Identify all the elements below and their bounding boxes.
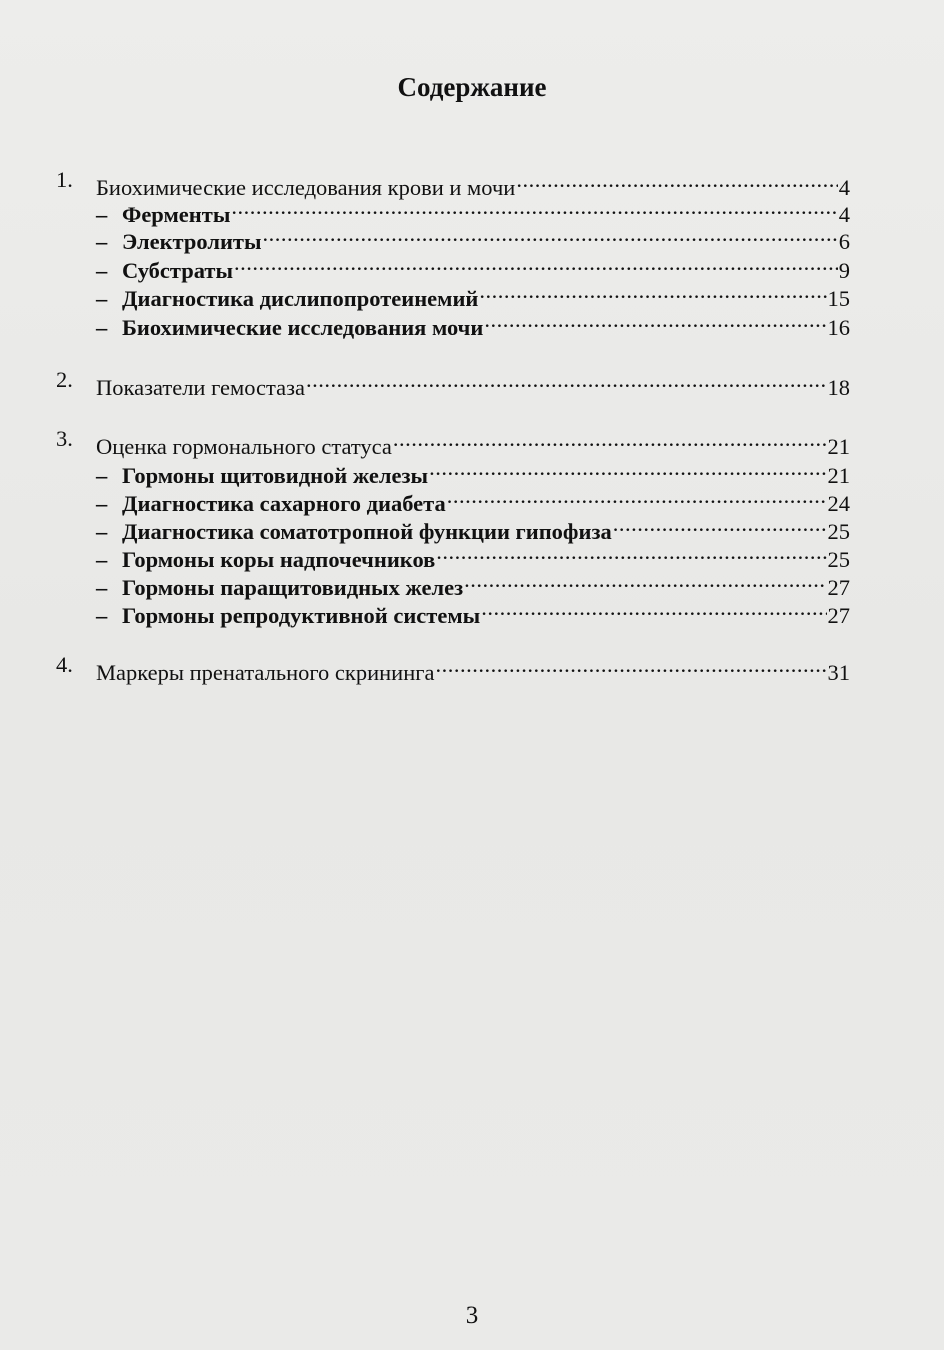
toc-item-sakharnyi-diabet[interactable] [0,481,944,516]
toc-page-number: 27 [827,603,850,628]
toc-leader-dots [306,365,826,395]
toc-section-label: Оценка гормонального статуса [96,434,392,459]
toc-leader-dots [464,565,826,595]
toc-section-1[interactable] [0,165,944,200]
toc-leader-dots [481,593,826,623]
toc-page-number: 9 [838,258,850,283]
toc-page-number: 4 [838,202,850,227]
toc-item-label: Гормоны щитовидной железы [122,463,429,488]
toc-leader-dots [435,650,826,680]
toc-page-number: 25 [827,547,850,572]
toc-page-number: 15 [827,286,850,311]
toc-page-number: 18 [827,375,850,400]
toc-leader-dots [393,424,827,454]
toc-item-label: Диагностика сахарного диабета [122,491,446,516]
toc-dash: – [96,202,108,227]
toc-section-label: Биохимические исследования крови и мочи [96,175,516,200]
toc-item-label: Электролиты [122,229,262,254]
page-number: 3 [465,1302,479,1329]
toc-item-label: Биохимические исследования мочи [122,315,484,340]
toc-item-label: Диагностика соматотропной функции гипофиза [122,519,612,544]
toc-item-issledovaniya-mochi[interactable] [0,305,944,340]
toc-leader-dots [436,537,826,567]
toc-dash: – [96,463,108,488]
toc-item-dislipoproteinemii[interactable] [0,276,944,311]
toc-item-shchitovidnaya[interactable] [0,453,944,488]
toc-leader-dots [516,165,837,195]
toc-dash: – [96,491,108,516]
toc-item-label: Гормоны репродуктивной системы [122,603,481,628]
toc-leader-dots [429,453,826,483]
toc-leader-dots [613,509,827,539]
toc-item-label: Ферменты [122,202,231,227]
toc-page-number: 21 [827,463,850,488]
toc-leader-dots [234,248,838,278]
toc-leader-dots [484,305,826,335]
toc-page-number: 6 [838,229,850,254]
toc-page-number: 27 [827,575,850,600]
toc-item-substraty[interactable] [0,248,944,283]
toc-section-label: Маркеры пренатального скрининга [96,660,435,685]
toc-item-reproduktivnaya[interactable] [0,593,944,628]
toc-dash: – [96,575,108,600]
toc-section-3[interactable] [0,424,944,459]
toc-dash: – [96,286,108,311]
toc-item-label: Субстраты [122,258,234,283]
toc-dash: – [96,258,108,283]
toc-leader-dots [447,481,827,511]
toc-item-fermenty[interactable] [0,192,944,227]
toc-dash: – [96,603,108,628]
toc-leader-dots [263,219,838,249]
toc-page-number: 24 [827,491,850,516]
toc-dash: – [96,315,108,340]
toc-item-somatotropnaya[interactable] [0,509,944,544]
toc-page-number: 4 [838,175,850,200]
toc-item-nadpochechniki[interactable] [0,537,944,572]
toc-item-elektrolity[interactable] [0,219,944,254]
toc-dash: – [96,519,108,544]
toc-page-number: 25 [827,519,850,544]
toc-leader-dots [479,276,826,306]
toc-section-2[interactable] [0,365,944,400]
toc-section-number: 1. [56,167,73,192]
toc-page-number: 21 [827,434,850,459]
toc-section-number: 4. [56,652,73,677]
toc-section-number: 2. [56,367,73,392]
toc-page-number: 31 [827,660,850,685]
toc-item-label: Диагностика дислипопротеинемий [122,286,479,311]
toc-page-number: 16 [827,315,850,340]
toc-item-label: Гормоны коры надпочечников [122,547,436,572]
toc-leader-dots [231,192,837,222]
toc-section-number: 3. [56,426,73,451]
page-title: Содержание [397,72,547,102]
toc-item-label: Гормоны паращитовидных желез [122,575,464,600]
toc-item-parashchitovidnye[interactable] [0,565,944,600]
toc-dash: – [96,547,108,572]
toc-section-4[interactable] [0,650,944,685]
toc-section-label: Показатели гемостаза [96,375,306,400]
toc-dash: – [96,229,108,254]
